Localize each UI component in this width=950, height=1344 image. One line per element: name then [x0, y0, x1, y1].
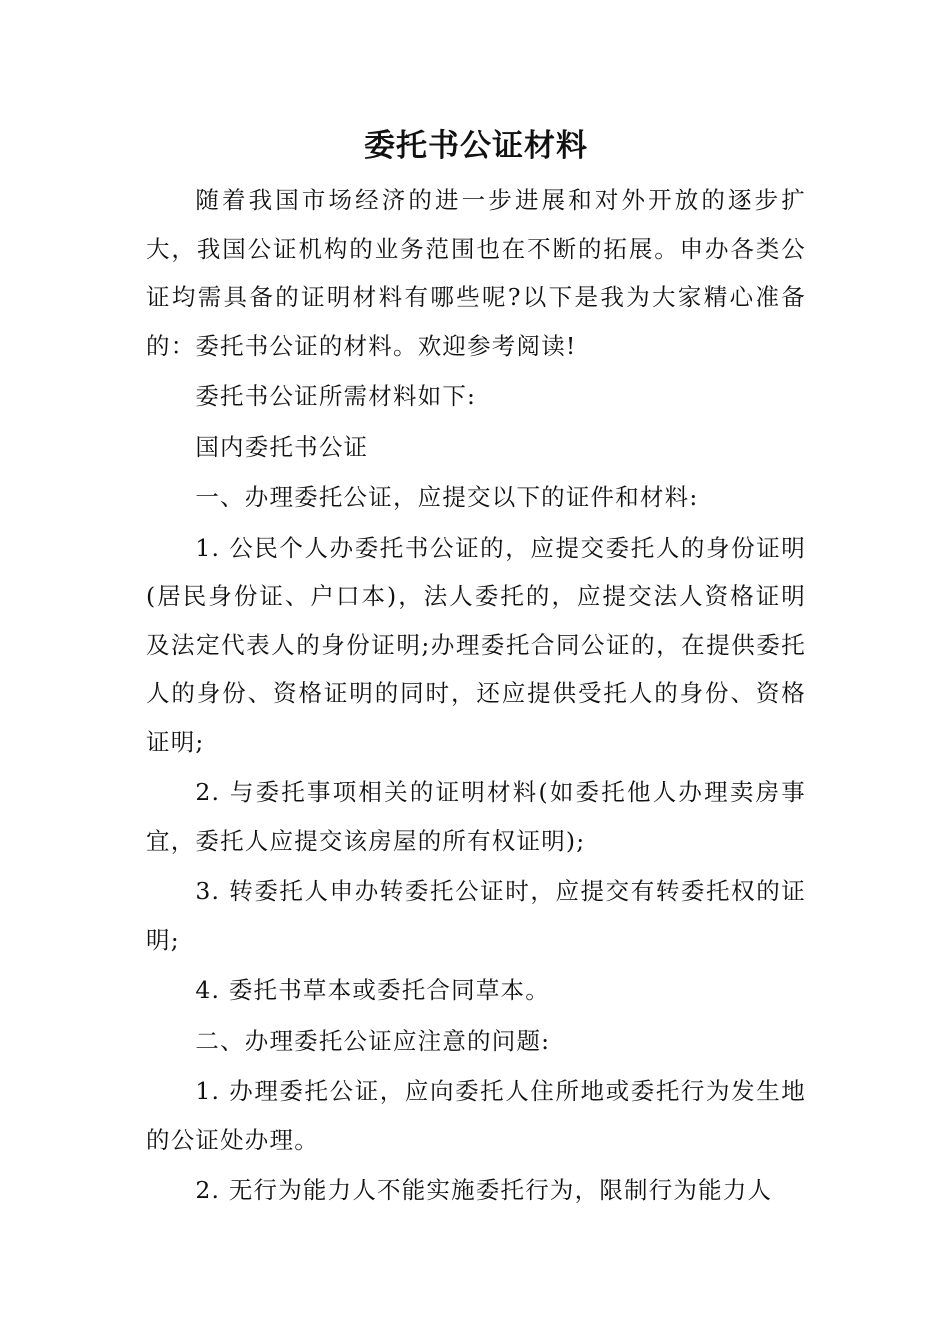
paragraph-item-3: 3. 转委托人申办转委托公证时，应提交有转委托权的证明; [146, 877, 806, 954]
paragraph-note-1: 1. 办理委托公证，应向委托人住所地或委托行为发生地的公证处办理。 [146, 1077, 806, 1154]
document-title: 委托书公证材料 [364, 128, 588, 164]
paragraph-materials-heading: 委托书公证所需材料如下: [195, 382, 477, 410]
paragraph-section-two: 二、办理委托公证应注意的问题: [195, 1026, 551, 1055]
paragraph-domestic-heading: 国内委托书公证 [195, 432, 369, 461]
paragraph-intro: 随着我国市场经济的进一步进展和对外开放的逐步扩大，我国公证机构的业务范围也在不断的拓展。申办各类公证均需具备的证明材料有哪些呢?以下是我为大家精心准备的：委托书公证的材料。欢迎参考阅读! [146, 186, 806, 360]
document-page [146, 122, 806, 1217]
paragraph-section-one: 一、办理委托公证，应提交以下的证件和材料: [195, 483, 699, 511]
paragraph-note-2: 2. 无行为能力人不能实施委托行为，限制行为能力人 [195, 1176, 773, 1204]
paragraph-item-4: 4. 委托书草本或委托合同草本。 [195, 976, 550, 1004]
paragraph-item-1: 1. 公民个人办委托书公证的，应提交委托人的身份证明(居民身份证、户口本)，法人委托的，应提交法人资格证明及法定代表人的身份证明;办理委托合同公证的，在提供委托人的身份、资格证明的同时，还应提供受托人的身份、资格证明; [146, 533, 806, 756]
paragraph-item-2: 2. 与委托事项相关的证明材料(如委托他人办理卖房事宜，委托人应提交该房屋的所有权证明); [146, 778, 806, 855]
